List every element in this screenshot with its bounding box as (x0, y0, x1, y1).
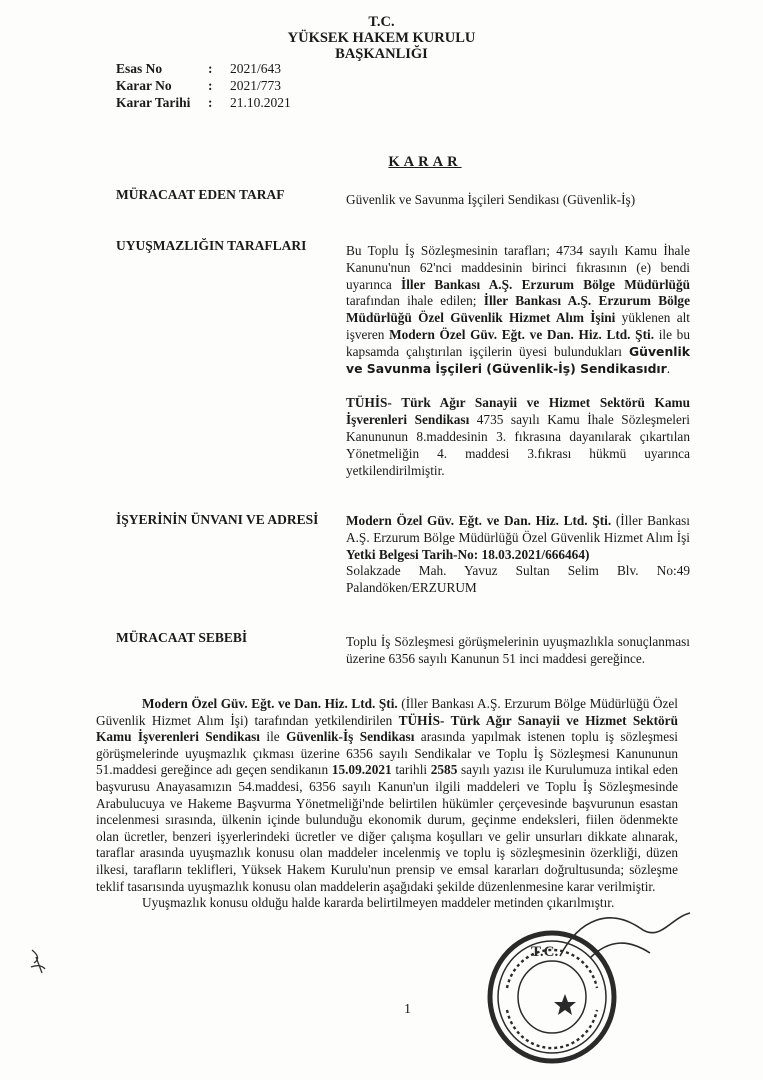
meta-tarih (116, 95, 291, 110)
meta-karar (116, 78, 281, 93)
header-presidency: BAŞKANLIĞI (335, 46, 428, 62)
meta-value: 2021/773 (230, 78, 282, 93)
label-reason: MÜRACAAT SEBEBİ (116, 630, 248, 645)
margin-initial-icon (28, 947, 48, 977)
parties-text (346, 243, 690, 479)
workplace-address: Solakzade Mah. Yavuz Sultan Selim Blv. No:49 Palandöken/ERZURUM (346, 563, 690, 596)
parties-paragraph-2: TÜHİS- Türk Ağır Sanayii ve Hizmet Sektörü Kamu İşverenleri Sendikası 4735 sayılı Kamu İhale Sözleşmeleri Kanununun 8.maddesinin 3. fıkrasına dayanılarak çıkartılan Yönetmeliğin 4. maddesi 3.fıkrası hükmü uyarınca yetkilendirilmiştir. (346, 395, 690, 478)
applicant-text: Güvenlik ve Savunma İşçileri Sendikası (Güvenlik-İş) (346, 192, 636, 207)
body-paragraph-2: Uyuşmazlık konusu olduğu halde kararda belirtilmeyen maddeler metinden çıkarılmıştır. (142, 895, 615, 911)
reason-text: Toplu İş Sözleşmesi görüşmelerinin uyuşmazlıkla sonuçlanması üzerine 6356 sayılı Kanunun 51 inci maddesi gereğince. (346, 634, 690, 666)
header-institution: YÜKSEK HAKEM KURULU (287, 30, 476, 46)
parties-paragraph-1: Bu Toplu İş Sözleşmesinin tarafları; 4734 sayılı Kamu İhale Kanunu'nun 62'nci maddesinin birinci fıkrasının (e) bendi uyarınca İller Bankası A.Ş. Erzurum Bölge Müdürlüğü tarafından ihale edilen; İller Bankası A.Ş. Erzurum Bölge Müdürlüğü Özel Güvenlik Hizmet Alım İşini yüklenen alt işveren Modern Özel Güv. Eğt. ve Dan. Hiz. Ltd. Şti. ile bu kapsamda çalıştırılan işçilerin üyesi bulundukları Güvenlik ve Savunma İşçileri (Güvenlik-İş) Sendikasıdır. (346, 243, 690, 376)
meta-sep: : (208, 95, 213, 110)
meta-sep: : (208, 78, 213, 93)
decision-body (96, 696, 678, 912)
workplace-name: Modern Özel Güv. Eğt. ve Dan. Hiz. Ltd. Şti. (İller Bankası A.Ş. Erzurum Bölge Müdürlüğü Özel Güvenlik Hizmet Alım İşi Yetki Belgesi Tarih-No: 18.03.2021/666464) (346, 513, 690, 562)
page-number: 1 (404, 1002, 411, 1017)
workplace-text (346, 513, 690, 597)
official-seal (485, 928, 619, 1066)
label-workplace: İŞYERİNİN ÜNVANI VE ADRESİ (116, 512, 319, 527)
meta-value: 21.10.2021 (230, 95, 291, 110)
meta-esas (116, 61, 281, 76)
meta-key: Karar Tarihi (116, 95, 191, 110)
body-paragraph-1: Modern Özel Güv. Eğt. ve Dan. Hiz. Ltd. Şti. (İller Bankası A.Ş. Erzurum Bölge Müdürlüğü Özel Güvenlik Hizmet Alım İşi) tarafından yetkilendirilen TÜHİS- Türk Ağır Sanayii ve Hizmet Sektörü Kamu İşverenleri Sendikası ile Güvenlik-İş Sendikası arasında yapılmak istenen toplu iş sözleşmesi görüşmelerinde uyuşmazlık çıkması üzerine 6356 sayılı Sendikalar ve Toplu İş Sözleşmesi Kanununun 51.maddesi gereğince adı geçen sendikanın 15.09.2021 tarihli 2585 sayılı yazısı ile Kurulumuza intikal eden başvurusu Anayasamızın 54.maddesi, 6356 sayılı Kanun'un ilgili maddeleri ve Toplu İş Sözleşmesinde Arabulucuya ve Hakeme Başvurma Yönetmeliği'nde belirtilen hükümler çerçevesinde başvurunun esastan incelenmesi sırasında, ülkenin içinde bulunduğu ekonomik durum, geçinme endeksleri, fiilen ödenmekte olan ücretler, benzeri işyerlerindeki ücretler ve diğer çalışma koşulları ve gelir unsurları dikkate alınarak, taraflar arasında uyuşmazlık konusu olan maddeler incelenmiş ve toplu iş sözleşmesinin özerkliği, düzen ilkesi, tarafların teklifleri, Yüksek Hakem Kurulu'nun prensip ve emsal kararları doğrultusunda; sözleşme teklif tasarısında uyuşmazlık konusu olan maddelerin aşağıdaki şekilde düzenlenmesine karar verilmiştir. (96, 696, 678, 894)
header-tc: T.C. (368, 14, 395, 30)
meta-key: Esas No (116, 61, 163, 76)
meta-sep: : (208, 61, 213, 76)
meta-key: Karar No (116, 78, 172, 93)
document-title: KARAR (388, 154, 462, 170)
label-applicant: MÜRACAAT EDEN TARAF (116, 187, 285, 202)
meta-value: 2021/643 (230, 61, 282, 76)
seal-text: T.C. (531, 944, 559, 960)
label-parties: UYUŞMAZLIĞIN TARAFLARI (116, 238, 307, 253)
